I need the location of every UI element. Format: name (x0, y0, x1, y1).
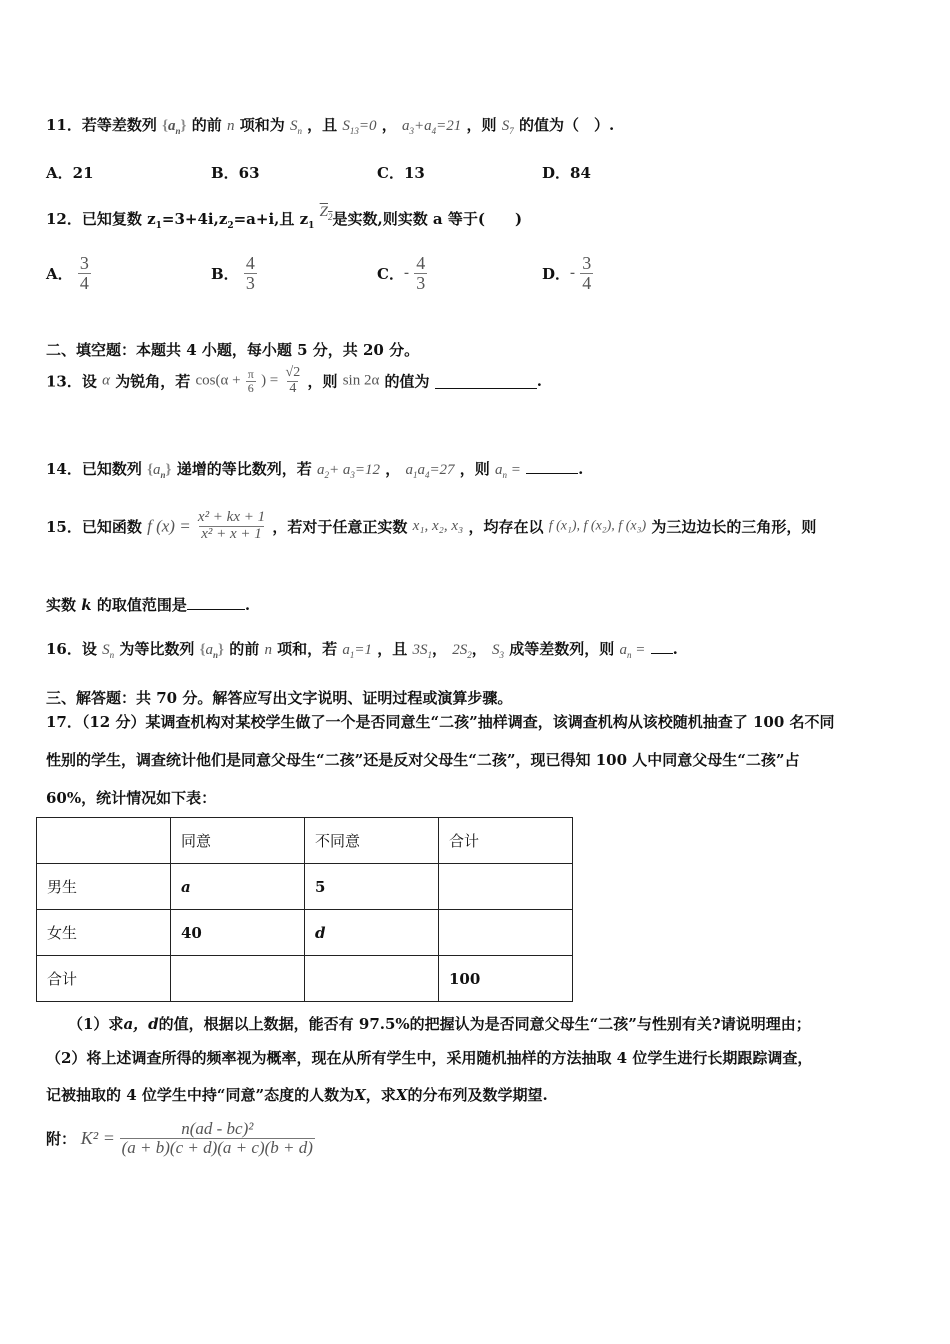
q11-option-b: B．63 (211, 164, 260, 182)
table-cell (439, 864, 573, 910)
table-header-row (37, 818, 573, 864)
q17-part-2-line-2: 记被抽取的 4 位学生中持“同意”态度的人数为X，求X的分布列及数学期望. (46, 1086, 548, 1104)
q11-option-c: C．13 (377, 164, 425, 182)
table-cell: 100 (439, 956, 573, 1002)
question-15-line2: 实数 k 的取值范围是 . (46, 596, 251, 614)
question-12-stem: 12．已知复数 $z_1=3+4i,z_2=a+i$,且 $z_1$ $Z_2$是实数,则实数 a 等于( ) (46, 204, 523, 231)
table-cell: d (305, 910, 439, 956)
table-row (37, 910, 573, 956)
q12-option-b: B． $\frac{4}{3}$ (211, 253, 255, 293)
q12-option-c: C．- $\frac{4}{3}$ (377, 253, 426, 293)
table-cell: 40 (171, 910, 305, 956)
survey-table (36, 817, 573, 1002)
answer-blank[interactable] (651, 639, 673, 654)
table-cell (37, 818, 171, 864)
table-cell (171, 956, 305, 1002)
question-13-stem: 13．设 α 为锐角，若 cos(α + $\frac{\pi}{6}$ ) = $\frac{√2}{4}$ ，则 sin 2α 的值为 . (46, 365, 543, 396)
table-cell (439, 910, 573, 956)
table-cell: 合计 (37, 956, 171, 1002)
table-row (37, 864, 573, 910)
table-cell: 同意 (171, 818, 305, 864)
table-cell: 5 (305, 864, 439, 910)
q17-line-1: 17．（12 分）某调查机构对某校学生做了一个是否同意生“二孩”抽样调查，该调查机构从该校随机抽查了 100 名不同 (46, 713, 835, 731)
q12-option-a: A． $\frac{3}{4}$ (46, 253, 89, 293)
answer-blank[interactable] (435, 374, 537, 389)
question-14-stem: 14．已知数列 $\{a_n\}$ 递增的等比数列，若 $a_2+ a_3=12$ ， $a_1a_4=27$ ，则 $a_n$ = . (46, 460, 584, 480)
table-cell: 女生 (37, 910, 171, 956)
section-3-heading: 三、解答题：共 70 分。解答应写出文字说明、证明过程或演算步骤。 (46, 689, 513, 707)
q17-line-3: 60%，统计情况如下表： (46, 789, 217, 807)
question-16-stem: 16．设 $S_n$ 为等比数列 $\{a_n\}$ 的前 n 项和，若 $a_1=1$ ，且 $3S_1$， $2S_2$， $S_3$ 成等差数列，则 $a_n$ = . (46, 640, 678, 660)
answer-blank[interactable] (187, 595, 245, 610)
answer-blank[interactable] (526, 459, 578, 474)
chi-square-formula: 附： K² = $\frac{\text{n(ad - bc)²}}{(a + b)(c + d)(a + c)(b + d)}$ (46, 1119, 313, 1157)
question-15-stem: 15．已知函数 f (x) = $\frac{\text{x² + kx + 1}}{\text{x² + x + 1}}$ ，若对于任意正实数 x₁, x₂, x₃ ，均存在以 f (x₁), f (x₂), f (x₃) 为三边边长的三角形，则 (46, 509, 817, 542)
q12-option-d: D．- $\frac{3}{4}$ (542, 253, 592, 293)
table-cell: 男生 (37, 864, 171, 910)
q17-part-2-line-1: （2）将上述调查所得的频率视为概率，现在从所有学生中，采用随机抽样的方法抽取 4 位学生进行长期跟踪调查， (46, 1049, 813, 1067)
table-cell: 不同意 (305, 818, 439, 864)
section-2-heading: 二、填空题：本题共 4 小题，每小题 5 分，共 20 分。 (46, 341, 420, 359)
table-cell: 合计 (439, 818, 573, 864)
q11-option-a: A．21 (46, 164, 94, 182)
q17-part-1: （1）求a，d的值，根据以上数据，能否有 97.5%的把握认为是否同意父母生“二孩”与性别有关?请说明理由； (68, 1015, 811, 1033)
table-row (37, 956, 573, 1002)
q11-option-d: D．84 (542, 164, 591, 182)
table-cell: a (171, 864, 305, 910)
table-cell (305, 956, 439, 1002)
question-11-stem: 11．若等差数列 $\{a_n\}$ 的前 n 项和为 $S_n$ ，且 $S_{13}=0$ ， $a_3+a_4=21$ ，则 $S_7$ 的值为（ ）. (46, 116, 615, 136)
q17-line-2: 性别的学生，调查统计他们是同意父母生“二孩”还是反对父母生“二孩”，现已得知 100 人中同意父母生“二孩”占 (46, 751, 800, 769)
